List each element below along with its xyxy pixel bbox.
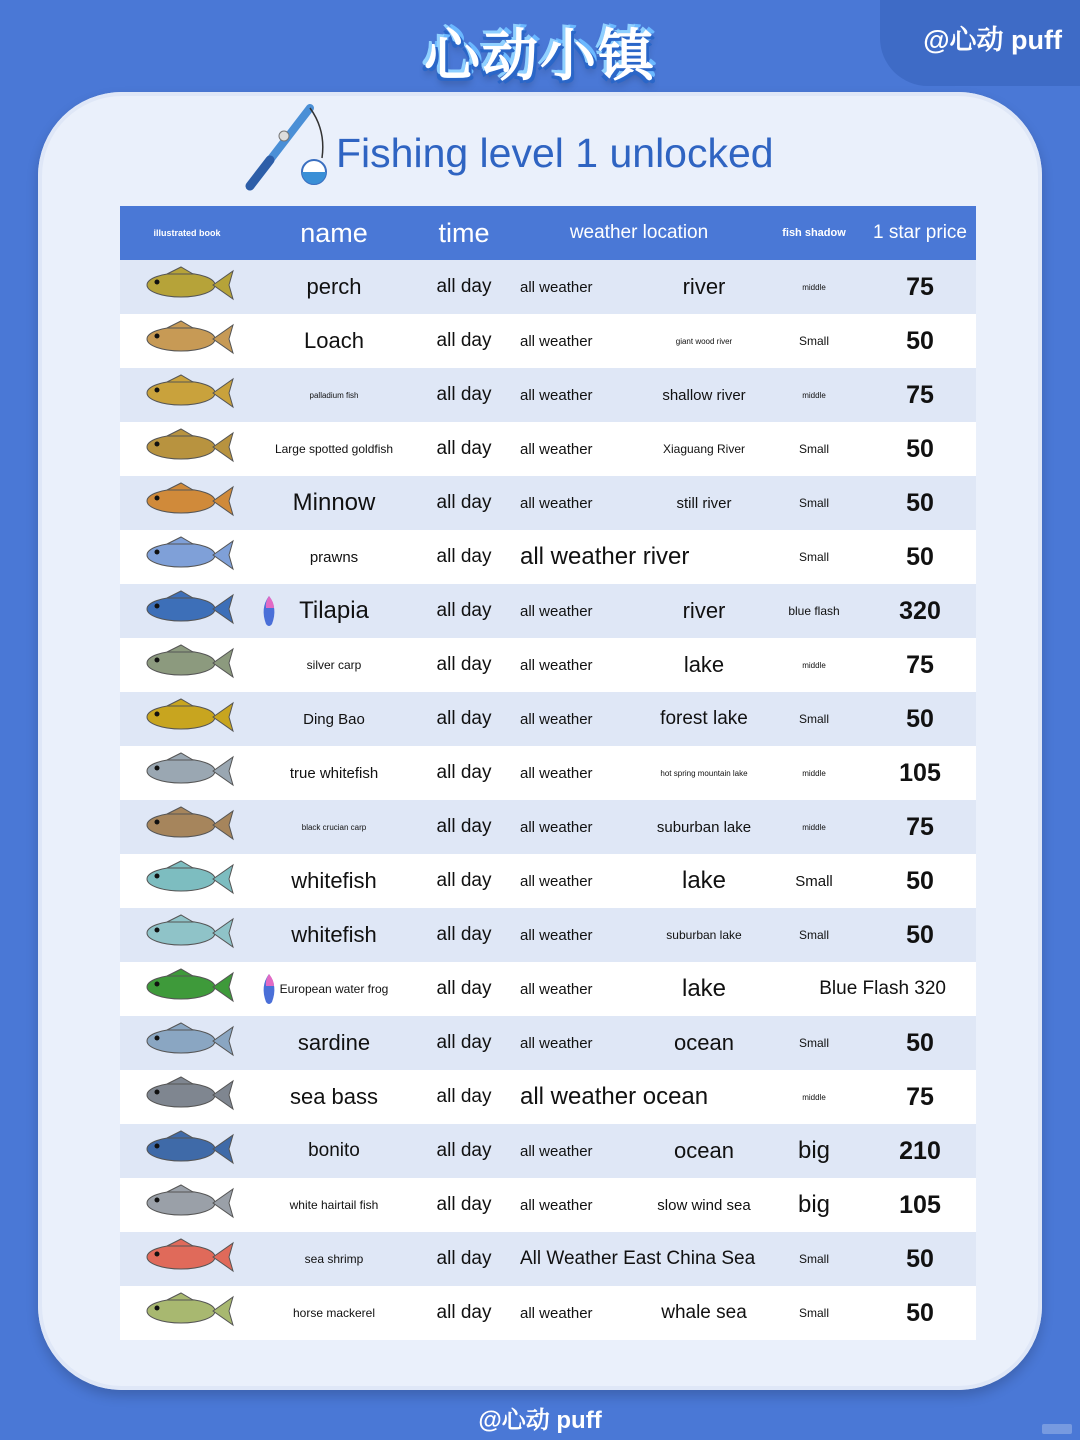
- fish-name-cell: [254, 368, 414, 422]
- fish-name: sea shrimp: [304, 1252, 364, 1266]
- game-logo: [0, 12, 1080, 92]
- fish-weather: all weather: [514, 1124, 644, 1178]
- table-row: [120, 962, 976, 1016]
- fish-name-cell: [254, 584, 414, 638]
- fish-name: white hairtail fish: [289, 1198, 379, 1212]
- fish-weather: all weather: [514, 962, 644, 1016]
- fish-icon: [137, 263, 237, 307]
- watermark: [1042, 1424, 1072, 1434]
- fish-location: forest lake: [644, 692, 764, 746]
- fish-time: all day: [414, 854, 514, 908]
- fish-weather: all weather: [514, 746, 644, 800]
- fish-name-cell: [254, 1286, 414, 1340]
- fish-name: whitefish: [291, 868, 377, 893]
- fish-weather: all weather: [514, 584, 644, 638]
- fish-shadow: Small: [764, 476, 864, 530]
- table-row: [120, 692, 976, 746]
- fish-time: all day: [414, 314, 514, 368]
- fish-name: prawns: [309, 548, 359, 566]
- table-row: [120, 1016, 976, 1070]
- fish-name-cell: [254, 1070, 414, 1124]
- fish-illustration: [120, 800, 254, 854]
- fish-price: 50: [864, 314, 976, 368]
- fish-shadow: middle: [764, 638, 864, 692]
- fish-location: river: [644, 260, 764, 314]
- fish-price: 75: [864, 1070, 976, 1124]
- fish-shadow: big: [764, 1124, 864, 1178]
- fish-location: slow wind sea: [644, 1178, 764, 1232]
- fish-price: 50: [864, 422, 976, 476]
- fish-illustration: [120, 584, 254, 638]
- fish-time: all day: [414, 692, 514, 746]
- fish-location: lake: [644, 638, 764, 692]
- table-row: [120, 1178, 976, 1232]
- fish-shadow: middle: [764, 800, 864, 854]
- fish-time: all day: [414, 1070, 514, 1124]
- fish-icon: [137, 1019, 237, 1063]
- fish-time: all day: [414, 1124, 514, 1178]
- fish-location: suburban lake: [644, 908, 764, 962]
- fish-time: all day: [414, 638, 514, 692]
- fish-name: perch: [306, 274, 362, 299]
- fish-icon: [137, 425, 237, 469]
- fish-name: black crucian carp: [301, 822, 367, 832]
- fish-name-cell: [254, 1124, 414, 1178]
- fish-illustration: [120, 1178, 254, 1232]
- fish-price: 75: [864, 638, 976, 692]
- fish-illustration: [120, 854, 254, 908]
- fish-location: ocean: [644, 1124, 764, 1178]
- fish-weather-location: all weather river: [514, 530, 764, 584]
- table-row: [120, 530, 976, 584]
- fish-price: 50: [864, 1232, 976, 1286]
- table-header: [120, 206, 976, 260]
- table-row: [120, 476, 976, 530]
- table-row: [120, 854, 976, 908]
- fish-icon: [137, 533, 237, 577]
- fish-price: 105: [864, 1178, 976, 1232]
- fish-shadow: Small: [764, 1232, 864, 1286]
- fish-time: all day: [414, 1286, 514, 1340]
- fish-location: suburban lake: [644, 800, 764, 854]
- fish-name: silver carp: [306, 658, 362, 672]
- fish-weather: all weather: [514, 854, 644, 908]
- table-row: [120, 800, 976, 854]
- fish-weather: all weather: [514, 692, 644, 746]
- header-book: illustrated book: [120, 206, 254, 260]
- fish-weather: all weather: [514, 260, 644, 314]
- fish-name-cell: [254, 1178, 414, 1232]
- fishing-rod-icon: [240, 100, 330, 192]
- fish-time: all day: [414, 260, 514, 314]
- header-price: 1 star price: [864, 206, 976, 260]
- fish-name-cell: [254, 530, 414, 584]
- fish-name: Minnow: [292, 489, 376, 516]
- fish-location: hot spring mountain lake: [644, 746, 764, 800]
- fish-location: lake: [644, 962, 764, 1016]
- fish-name: horse mackerel: [292, 1306, 376, 1320]
- fish-weather: all weather: [514, 422, 644, 476]
- fish-illustration: [120, 1016, 254, 1070]
- fish-name: Tilapia: [299, 597, 369, 624]
- fish-price: 50: [864, 908, 976, 962]
- fish-illustration: [120, 1070, 254, 1124]
- fish-shadow: blue flash: [764, 584, 864, 638]
- fish-name-cell: [254, 314, 414, 368]
- fish-price: 210: [864, 1124, 976, 1178]
- fish-weather: all weather: [514, 476, 644, 530]
- fish-time: all day: [414, 476, 514, 530]
- fish-time: all day: [414, 368, 514, 422]
- fish-time: all day: [414, 800, 514, 854]
- fish-name-cell: [254, 476, 414, 530]
- table-row: [120, 422, 976, 476]
- fish-name-cell: [254, 854, 414, 908]
- table-row: [120, 1232, 976, 1286]
- fish-illustration: [120, 638, 254, 692]
- fish-icon: [137, 371, 237, 415]
- header-shadow: fish shadow: [764, 206, 864, 260]
- fish-illustration: [120, 422, 254, 476]
- fish-price: 75: [864, 368, 976, 422]
- table-row: [120, 1124, 976, 1178]
- fish-icon: [137, 695, 237, 739]
- fish-weather: all weather: [514, 1178, 644, 1232]
- fish-table: [120, 206, 976, 1340]
- fish-weather: all weather: [514, 314, 644, 368]
- fish-price: 50: [864, 476, 976, 530]
- fish-price: 50: [864, 692, 976, 746]
- fish-shadow: Small: [764, 422, 864, 476]
- fish-weather: all weather: [514, 638, 644, 692]
- fish-time: all day: [414, 1016, 514, 1070]
- fish-icon: [137, 587, 237, 631]
- fish-name-cell: [254, 962, 414, 1016]
- fish-price: 50: [864, 1286, 976, 1340]
- fish-name: sardine: [297, 1030, 371, 1055]
- fish-illustration: [120, 1124, 254, 1178]
- fish-icon: [137, 641, 237, 685]
- fish-illustration: [120, 1232, 254, 1286]
- table-row: [120, 638, 976, 692]
- fish-time: all day: [414, 908, 514, 962]
- table-row: [120, 314, 976, 368]
- fish-shadow: Small: [764, 314, 864, 368]
- fish-time: all day: [414, 962, 514, 1016]
- fish-shadow: big: [764, 1178, 864, 1232]
- fish-price: 105: [864, 746, 976, 800]
- fish-name: true whitefish: [289, 764, 379, 782]
- fish-location: Xiaguang River: [644, 422, 764, 476]
- table-row: [120, 908, 976, 962]
- fish-time: all day: [414, 530, 514, 584]
- fish-name-cell: [254, 692, 414, 746]
- page-title: Fishing level 1 unlocked: [336, 130, 774, 176]
- fish-name: Ding Bao: [303, 710, 365, 728]
- fish-shadow: middle: [764, 368, 864, 422]
- fish-illustration: [120, 314, 254, 368]
- fish-shadow: Small: [764, 854, 864, 908]
- fish-icon: [137, 1073, 237, 1117]
- fish-icon: [137, 1235, 237, 1279]
- fish-location: whale sea: [644, 1286, 764, 1340]
- fish-icon: [137, 857, 237, 901]
- fish-name: bonito: [308, 1140, 360, 1161]
- fish-time: all day: [414, 422, 514, 476]
- fish-name-cell: [254, 908, 414, 962]
- fish-price: 320: [864, 584, 976, 638]
- fish-name-cell: [254, 260, 414, 314]
- fish-weather: all weather: [514, 800, 644, 854]
- fish-price: 50: [864, 530, 976, 584]
- fish-illustration: [120, 476, 254, 530]
- header-weather-location: weather location: [514, 206, 764, 260]
- fish-location: ocean: [644, 1016, 764, 1070]
- fish-illustration: [120, 260, 254, 314]
- blue-flash-fin-icon: [260, 594, 278, 628]
- fish-name: Large spotted goldfish: [274, 442, 394, 456]
- fish-illustration: [120, 1286, 254, 1340]
- fish-shadow: middle: [764, 746, 864, 800]
- fish-price: 50: [864, 854, 976, 908]
- fish-name-cell: [254, 638, 414, 692]
- fish-price: 75: [864, 260, 976, 314]
- fish-location: giant wood river: [644, 314, 764, 368]
- fish-location: still river: [644, 476, 764, 530]
- fish-name: European water frog: [279, 982, 389, 996]
- fish-weather: all weather: [514, 368, 644, 422]
- header-time: time: [414, 206, 514, 260]
- fish-illustration: [120, 962, 254, 1016]
- fish-weather: all weather: [514, 908, 644, 962]
- fish-illustration: [120, 692, 254, 746]
- fish-illustration: [120, 530, 254, 584]
- fish-icon: [137, 803, 237, 847]
- fish-illustration: [120, 746, 254, 800]
- fish-icon: [137, 965, 237, 1009]
- table-row: [120, 1286, 976, 1340]
- fish-name-cell: [254, 800, 414, 854]
- title-area: [240, 100, 800, 190]
- header-name: name: [254, 206, 414, 260]
- fish-illustration: [120, 368, 254, 422]
- fish-shadow: middle: [764, 260, 864, 314]
- fish-icon: [137, 479, 237, 523]
- fish-shadow: Small: [764, 692, 864, 746]
- fish-icon: [137, 317, 237, 361]
- fish-shadow: Small: [764, 908, 864, 962]
- fish-shadow: middle: [764, 1070, 864, 1124]
- fish-shadow: Small: [764, 1286, 864, 1340]
- fish-name-cell: [254, 1232, 414, 1286]
- table-row: [120, 746, 976, 800]
- fish-name: palladium fish: [309, 390, 359, 400]
- fish-icon: [137, 1127, 237, 1171]
- fish-name: sea bass: [289, 1084, 379, 1109]
- fish-weather: all weather: [514, 1016, 644, 1070]
- fish-name: Loach: [304, 328, 364, 353]
- table-row: [120, 260, 976, 314]
- fish-weather: all weather: [514, 1286, 644, 1340]
- author-handle-top: @心动 puff: [923, 25, 1062, 55]
- blue-flash-fin-icon: [260, 972, 278, 1006]
- table-row: [120, 584, 976, 638]
- logo-text: 心动小镇: [424, 24, 656, 89]
- fish-shadow-price: Blue Flash 320: [764, 962, 976, 1016]
- table-row: [120, 1070, 976, 1124]
- fish-illustration: [120, 908, 254, 962]
- fish-price: 50: [864, 1016, 976, 1070]
- fish-location: lake: [644, 854, 764, 908]
- fish-time: all day: [414, 584, 514, 638]
- fish-icon: [137, 749, 237, 793]
- fish-weather-location: all weather ocean: [514, 1070, 764, 1124]
- fish-name-cell: [254, 1016, 414, 1070]
- fish-time: all day: [414, 746, 514, 800]
- fish-time: all day: [414, 1178, 514, 1232]
- fish-location: shallow river: [644, 368, 764, 422]
- table-row: [120, 368, 976, 422]
- fish-shadow: Small: [764, 530, 864, 584]
- fish-icon: [137, 911, 237, 955]
- fish-time: all day: [414, 1232, 514, 1286]
- author-handle-bottom: @心动 puff: [478, 1407, 602, 1434]
- fish-price: 75: [864, 800, 976, 854]
- fish-location: river: [644, 584, 764, 638]
- fish-weather-location: All Weather East China Sea: [514, 1232, 764, 1286]
- fish-name: whitefish: [291, 922, 377, 947]
- fish-icon: [137, 1289, 237, 1333]
- fish-name-cell: [254, 746, 414, 800]
- fish-name-cell: [254, 422, 414, 476]
- fish-icon: [137, 1181, 237, 1225]
- fish-shadow: Small: [764, 1016, 864, 1070]
